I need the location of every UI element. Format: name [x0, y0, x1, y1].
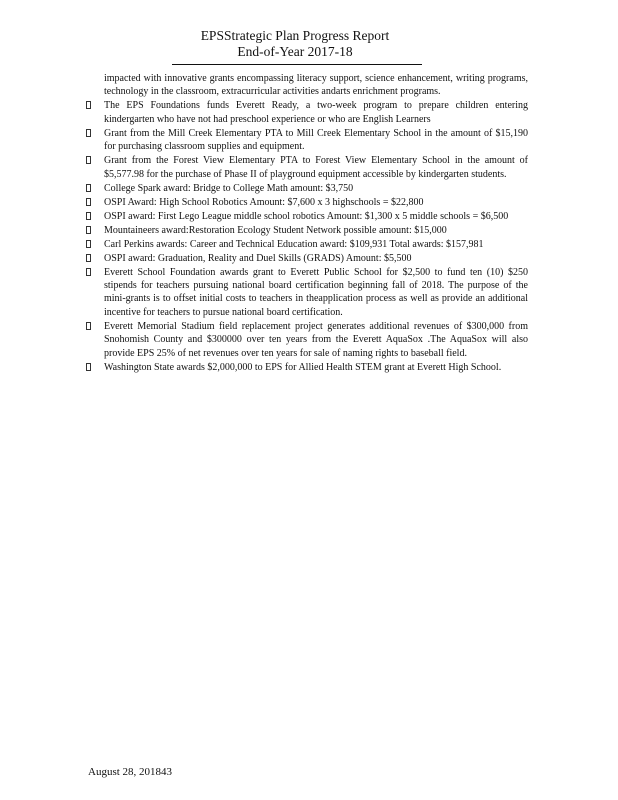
bullet-icon	[86, 129, 91, 137]
list-item-text: Mountaineers award:Restoration Ecology Student Network possible amount: $15,000	[104, 224, 447, 236]
bullet-icon	[86, 322, 91, 330]
bullet-icon	[86, 184, 91, 192]
bullet-icon	[86, 254, 91, 262]
report-subtitle: End-of-Year 2017-18	[237, 44, 353, 59]
bullet-icon	[86, 226, 91, 234]
list-item-text: Everett School Foundation awards grant to Everett Public School for $2,500 to fund ten (10) $250 stipends for teachers pursuing national board certification beginning fall of 2018. The purpose of the mini-grants is to offset initial costs to teachers in theapplication process as well as provide an additional incentive for teachers to pursue national board certification.	[104, 266, 528, 318]
list-item-text: OSPI award: First Lego League middle school robotics Amount: $1,300 x 5 middle schools = $6,500	[104, 210, 509, 222]
list-item	[86, 182, 528, 195]
list-item-text: The EPS Foundations funds Everett Ready, a two-week program to prepare children entering kindergarten who have not had preschool experience or who are English Learners	[104, 100, 528, 125]
intro-paragraph: impacted with innovative grants encompassing literacy support, science enhancement, writing programs, technology in the classroom, extracurricular activities andarts enrichment programs.	[104, 73, 528, 98]
list-item-text: College Spark award: Bridge to College Math amount: $3,750	[104, 182, 354, 194]
list-item	[86, 127, 528, 154]
list-item	[86, 252, 528, 265]
bullet-icon	[86, 268, 91, 276]
list-item	[86, 320, 528, 360]
bullet-icon	[86, 156, 91, 164]
bullet-icon	[86, 240, 91, 248]
bullet-icon	[86, 101, 91, 109]
list-item-text: Grant from the Mill Creek Elementary PTA to Mill Creek Elementary School in the amount of $15,190 for purchasing classroom supplies and equipment.	[104, 127, 528, 153]
list-item	[86, 224, 528, 237]
report-header	[170, 28, 420, 60]
footer-date: August 28, 2018	[88, 766, 162, 778]
list-item-text: Grant from the Forest View Elementary PTA to Forest View Elementary School in the amount of $5,577.98 for the purchase of Phase II of playground equipment accessible by kindergarten students.	[104, 155, 528, 180]
list-item-text: OSPI Award: High School Robotics Amount: $7,600 x 3 highschools = $22,800	[104, 196, 424, 208]
page-number: 43	[161, 766, 173, 778]
list-item-text: Everett Memorial Stadium field replacement project generates additional revenues of $300,000 from Snohomish County and $300000 over ten years from the Everett AquaSox .The AquaSox will also provide EPS 25% of net revenues over ten years for sale of naming rights to baseball field.	[104, 320, 528, 359]
report-body	[86, 72, 528, 374]
bullet-icon	[86, 363, 91, 371]
list-item	[86, 99, 528, 126]
page-footer	[88, 765, 172, 779]
list-item	[86, 361, 528, 374]
list-item	[86, 210, 528, 223]
list-item-text: Carl Perkins awards: Career and Technical Education award: $109,931 Total awards: $157,981	[104, 238, 484, 250]
bullet-icon	[86, 198, 91, 206]
report-title: EPSStrategic Plan Progress Report	[200, 28, 390, 43]
list-item-text: Washington State awards $2,000,000 to EPS for Allied Health STEM grant at Everett High School.	[104, 361, 502, 373]
list-item	[86, 196, 528, 209]
list-item-text: OSPI award: Graduation, Reality and Duel Skills (GRADS) Amount: $5,500	[104, 252, 412, 264]
header-underline	[172, 64, 422, 65]
list-item	[86, 266, 528, 320]
bullet-icon	[86, 212, 91, 220]
list-item	[86, 154, 528, 181]
list-item	[86, 238, 528, 251]
